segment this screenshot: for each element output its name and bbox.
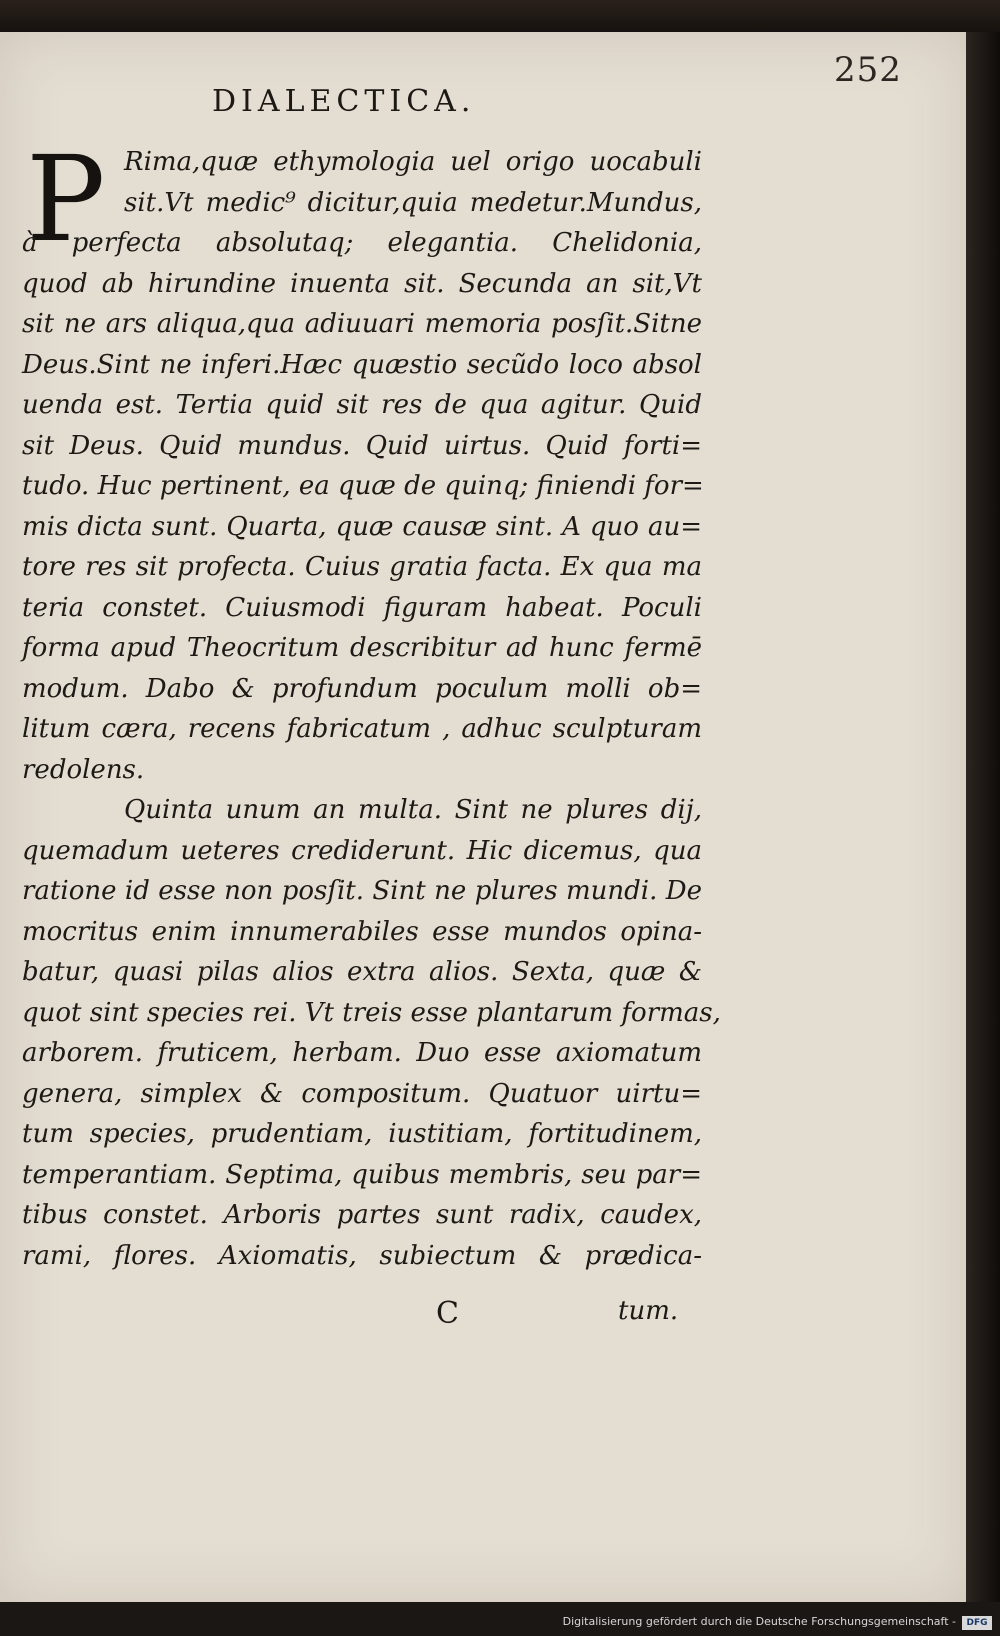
text-line: tore res sit profecta. Cuius gratia facta. Ex qua ma xyxy=(22,552,702,582)
footer-bar xyxy=(0,1602,1000,1636)
page-edge-shadow xyxy=(966,32,1000,1602)
text-line: modum. Dabo & profundum poculum molli ob= xyxy=(22,673,702,704)
body-text xyxy=(22,130,721,1276)
text-line: sit.Vt medic⁹ dicitur,quia medetur.Mundus, xyxy=(124,187,702,218)
text-line: Deus.Sint ne inferi.Hæc quæstio secũdo loco absol xyxy=(22,349,702,380)
text-line: quemadum ueteres crediderunt. Hic dicemus, qua xyxy=(22,835,702,866)
text-line: genera, simplex & compositum. Quatuor uirtu= xyxy=(22,1078,702,1109)
drop-initial: P xyxy=(26,130,106,268)
text-line: tum species, prudentiam, iustitiam, fortitudinem, xyxy=(22,1119,702,1149)
page-number: 252 xyxy=(834,50,902,90)
text-line: batur, quasi pilas alios extra alios. Sexta, quæ & xyxy=(22,957,702,987)
text-line: sit Deus. Quid mundus. Quid uirtus. Quid forti= xyxy=(22,430,702,461)
scan-background-top xyxy=(0,0,1000,34)
text-line: uenda est. Tertia quid sit res de qua agitur. Quid xyxy=(22,390,702,420)
text-line: Quinta unum an multa. Sint ne plures dij, xyxy=(124,795,702,825)
book-page xyxy=(0,32,966,1602)
text-line: tibus constet. Arboris partes sunt radix, caudex, xyxy=(22,1200,702,1230)
text-line: Rima,quæ ethymologia uel origo uocabuli xyxy=(124,147,702,177)
text-line: tudo. Huc pertinent, ea quæ de quinq; finiendi for= xyxy=(22,471,704,501)
funding-credit: Digitalisierung gefördert durch die Deutsche Forschungsgemeinschaft - xyxy=(562,1615,956,1628)
running-head: DIALECTICA. xyxy=(212,84,476,119)
catchword: tum. xyxy=(618,1296,679,1326)
text-line: forma apud Theocritum describitur ad hunc fermē xyxy=(22,633,702,663)
text-line: mocritus enim innumerabiles esse mundos opina- xyxy=(22,916,702,947)
text-line: rami, flores. Axiomatis, subiectum & prædica- xyxy=(22,1240,702,1271)
text-line: quod ab hirundine inuenta sit. Secunda an sit,Vt xyxy=(22,268,702,299)
text-line: arborem. fruticem, herbam. Duo esse axiomatum xyxy=(22,1038,702,1068)
text-line: quot sint species rei. Vt treis esse plantarum formas, xyxy=(22,997,721,1028)
text-line: litum cæra, recens fabricatum , adhuc sculpturam xyxy=(22,714,702,744)
signature-mark: C xyxy=(436,1296,459,1331)
dfg-logo: DFG xyxy=(962,1616,992,1630)
text-line: mis dicta sunt. Quarta, quæ causæ sint. A quo au= xyxy=(22,511,702,542)
text-line: redolens. xyxy=(22,754,145,785)
text-line: teria constet. Cuiusmodi figuram habeat. Poculi xyxy=(22,592,702,623)
text-line: ratione id esse non posſit. Sint ne plures mundi. De xyxy=(22,876,702,906)
text-line: sit ne ars aliqua,qua adiuuari memoria posſit.Sitne xyxy=(22,309,702,339)
text-line: temperantiam. Septima, quibus membris, seu par= xyxy=(22,1159,702,1190)
text-line: à perfecta absolutaq; elegantia. Chelidonia, xyxy=(22,228,702,258)
